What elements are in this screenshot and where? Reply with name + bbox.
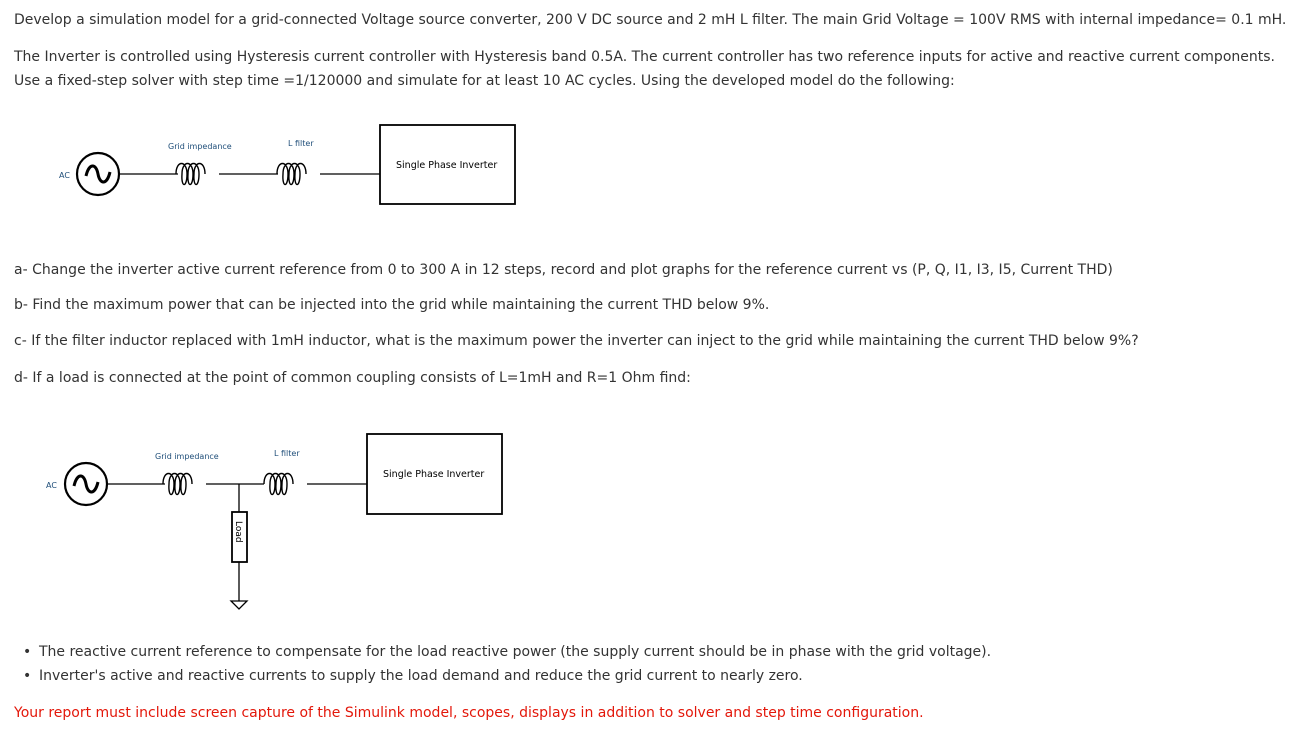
l-filter-label: L filter (274, 449, 300, 458)
ac-source-label: AC (59, 171, 70, 180)
grid-impedance-label: Grid impedance (168, 142, 232, 151)
task-a: a- Change the inverter active current reference from 0 to 300 A in 12 steps, record and plot graphs for the reference current vs (P, Q, I1, I3, I5, Current THD) (14, 262, 1113, 278)
list-item: • The reactive current reference to compensate for the load reactive power (the supply current should be in phase with the grid voltage). (14, 640, 991, 664)
task-d: d- If a load is connected at the point of common coupling consists of L=1mH and R=1 Ohm find: (14, 370, 691, 386)
ground-icon (231, 601, 247, 609)
inverter-label: Single Phase Inverter (383, 469, 485, 480)
ac-source-label: AC (46, 481, 57, 490)
list-item: • Inverter's active and reactive currents to supply the load demand and reduce the grid current to nearly zero. (14, 664, 991, 688)
requirements-list (14, 640, 991, 688)
l-filter-coil-icon (264, 474, 293, 495)
load-label: Load (233, 521, 243, 543)
grid-impedance-coil-icon (176, 164, 205, 185)
ac-source-icon (65, 463, 107, 505)
circuit-diagram-2 (0, 425, 560, 615)
inverter-label: Single Phase Inverter (396, 160, 498, 171)
task-c: c- If the filter inductor replaced with 1mH inductor, what is the maximum power the inverter can inject to the grid while maintaining the current THD below 9%? (14, 333, 1139, 349)
grid-impedance-label: Grid impedance (155, 452, 219, 461)
bullet-icon: • (23, 668, 32, 684)
l-filter-label: L filter (288, 139, 314, 148)
circuit-diagram-1 (0, 115, 560, 215)
ac-source-icon (77, 153, 119, 195)
bullet-icon: • (23, 644, 32, 660)
l-filter-coil-icon (277, 164, 306, 185)
intro-line-2: The Inverter is controlled using Hysteresis current controller with Hysteresis band 0.5A. The current controller has two reference inputs for active and reactive current components. Use a fixed-step solver with step time =1/120000 and simulate for at least 10 AC cycles. Using the developed model do the following: (14, 49, 1275, 89)
grid-impedance-coil-icon (163, 474, 192, 495)
report-note: Your report must include screen capture of the Simulink model, scopes, displays in addition to solver and step time configuration. (14, 705, 924, 721)
intro-line-1: Develop a simulation model for a grid-connected Voltage source converter, 200 V DC source and 2 mH L filter. The main Grid Voltage = 100V RMS with internal impedance= 0.1 mH. (14, 12, 1287, 28)
task-b: b- Find the maximum power that can be injected into the grid while maintaining the current THD below 9%. (14, 297, 770, 313)
